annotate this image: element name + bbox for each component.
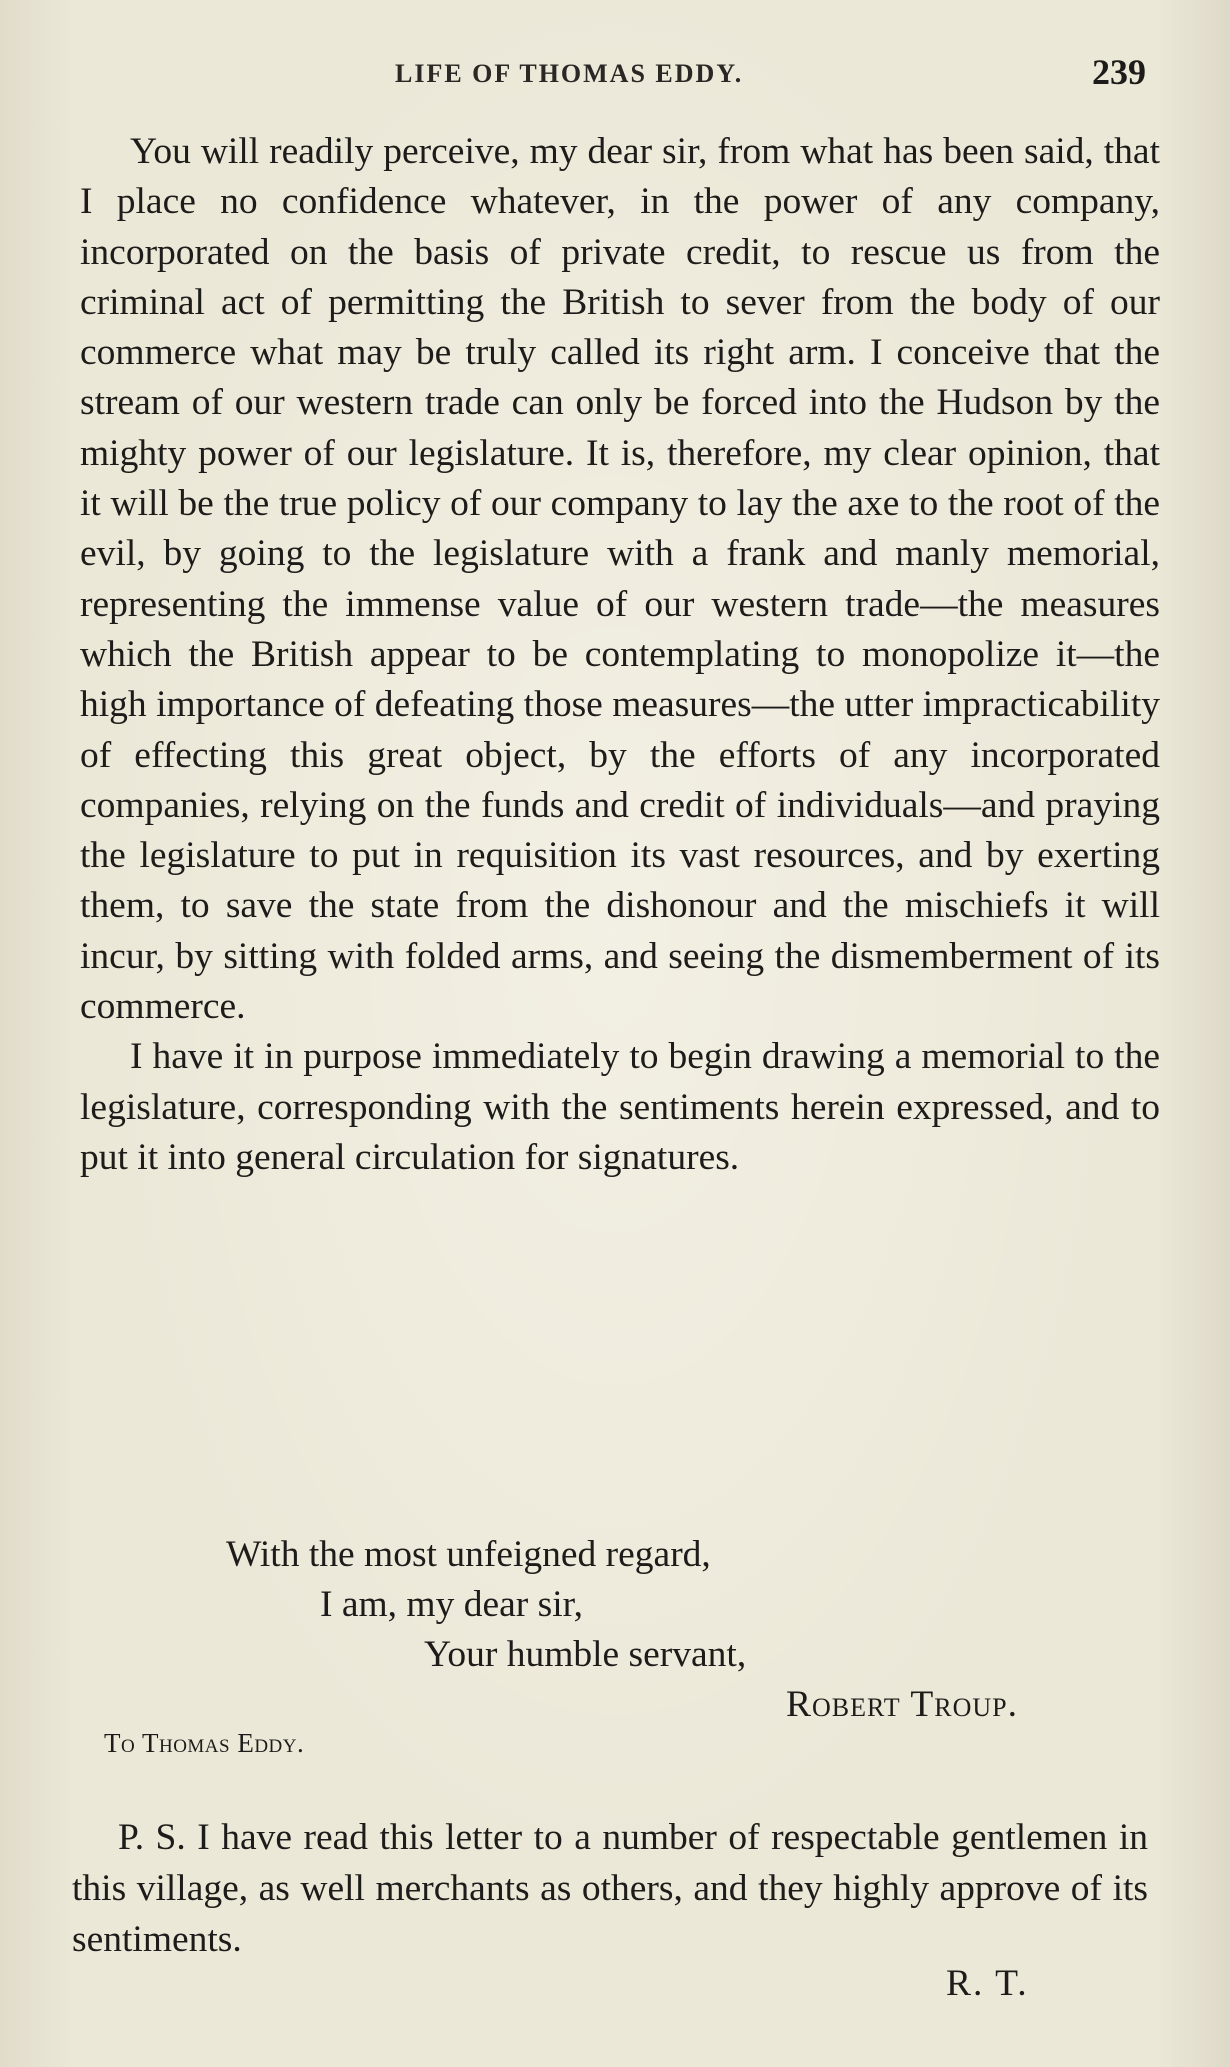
letter-paragraph-2: I have it in purpose immediately to begin drawing a memorial to the legislature, corresponding with the sentiments herein expressed, and to put it into general circulation for signatures. — [80, 1036, 1160, 1178]
signature: Robert Troup. — [786, 1684, 1019, 1725]
running-head: LIFE OF THOMAS EDDY. — [395, 59, 744, 88]
closing-servant: Your humble servant, — [424, 1634, 747, 1675]
letter-paragraph-1: You will readily perceive, my dear sir, from what has been said, that I place no confidence whatever, in the power of any company, incorporated on the basis of private credit, to rescue us from the criminal act of permitting the British to sever from the body of our commerce what may be truly called its right arm. I conceive that the stream of our western trade can only be forced into the Hudson by the mighty power of our legislature. It is, therefore, my clear opinion, that it will be the true policy of our company to lay the axe to the root of the evil, by going to the legislature with a frank and manly memorial, representing the immense value of our western trade—the measures which the British appear to be contemplating to monopolize it—the high importance of defeating those measures—the utter impracticability of effecting this great object, by the efforts of any incorporated companies, relying on the funds and credit of individuals—and praying the legislature to put in requisition its vast resources, and by exerting them, to save the state from the dishonour and the mischiefs it will incur, by sitting with folded arms, and seeing the dismemberment of its commerce. — [80, 131, 1160, 1028]
closing-regard: With the most unfeigned regard, — [226, 1534, 711, 1575]
page-number: 239 — [1092, 52, 1146, 92]
addressee: To Thomas Eddy. — [104, 1728, 305, 1758]
page-header — [0, 52, 1230, 105]
postscript-text: P. S. I have read this letter to a number of respectable gentlemen in this village, as well merchants as others, and they highly approve of its sentiments. — [72, 1817, 1148, 1960]
letter-body — [80, 127, 1160, 1183]
postscript-initials: R. T. — [946, 1963, 1029, 2004]
closing-salutation: I am, my dear sir, — [320, 1584, 583, 1625]
